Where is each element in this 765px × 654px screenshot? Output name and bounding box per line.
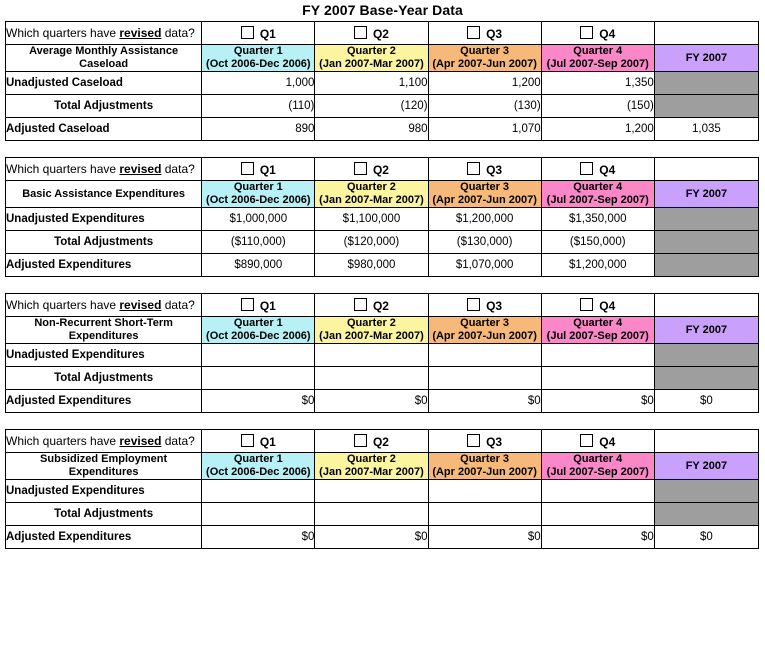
revised-question-row	[6, 430, 759, 453]
cell-q1[interactable]	[202, 367, 315, 390]
quarter-1-range: (Oct 2006-Dec 2006)	[206, 466, 311, 478]
table-row	[6, 367, 759, 390]
row-label: Unadjusted Expenditures	[6, 480, 202, 503]
question-prefix: Which quarters have	[6, 434, 120, 448]
checkbox-q4-cell[interactable]	[541, 158, 654, 181]
cell-q3[interactable]	[428, 367, 541, 390]
quarter-1-header	[202, 45, 315, 72]
block-header-row	[6, 45, 759, 72]
cell-q1[interactable]: $1,000,000	[202, 208, 315, 231]
revised-question-row	[6, 158, 759, 181]
checkbox-q4[interactable]	[580, 298, 593, 311]
cell-q2[interactable]: $0	[315, 390, 428, 413]
quarter-1-header	[202, 181, 315, 208]
question-emphasis: revised	[119, 434, 162, 448]
quarter-2-range: (Jan 2007-Mar 2007)	[319, 330, 424, 342]
spacer-cell	[654, 158, 758, 181]
quarter-1-range: (Oct 2006-Dec 2006)	[206, 58, 311, 70]
question-suffix: data?	[161, 162, 195, 176]
cell-q1[interactable]: $0	[202, 390, 315, 413]
row-label: Adjusted Expenditures	[6, 254, 202, 277]
revised-question-label	[6, 430, 202, 453]
cell-q1[interactable]	[202, 480, 315, 503]
checkbox-q2-label: Q2	[372, 162, 389, 177]
checkbox-q1-cell[interactable]	[202, 430, 315, 453]
quarter-2-header	[315, 45, 428, 72]
checkbox-q2-cell[interactable]	[315, 430, 428, 453]
question-prefix: Which quarters have	[6, 298, 120, 312]
cell-q3[interactable]: $0	[428, 390, 541, 413]
block-header-row	[6, 453, 759, 480]
cell-q4[interactable]	[541, 367, 654, 390]
cell-q3[interactable]: $1,070,000	[428, 254, 541, 277]
table-row	[6, 344, 759, 367]
fiscal-year-header: FY 2007	[654, 317, 758, 344]
cell-q2[interactable]: (120)	[315, 95, 428, 118]
checkbox-q1-cell[interactable]	[202, 294, 315, 317]
checkbox-q4-cell[interactable]	[541, 294, 654, 317]
cell-q1[interactable]: $0	[202, 526, 315, 549]
cell-q4[interactable]: 1,200	[541, 118, 654, 141]
quarter-2-header	[315, 317, 428, 344]
row-label: Unadjusted Expenditures	[6, 344, 202, 367]
quarter-1-header	[202, 317, 315, 344]
cell-fy	[654, 480, 758, 503]
quarter-4-name: Quarter 4	[573, 453, 623, 465]
quarter-1-header	[202, 453, 315, 480]
cell-fy	[654, 503, 758, 526]
quarter-3-range: (Apr 2007-Jun 2007)	[432, 330, 537, 342]
checkbox-q4-label: Q4	[599, 162, 616, 177]
question-emphasis: revised	[119, 162, 162, 176]
cell-q2[interactable]: 1,100	[315, 72, 428, 95]
cell-fy: 1,035	[654, 118, 758, 141]
cell-q3[interactable]	[428, 480, 541, 503]
checkbox-q4-label: Q4	[599, 434, 616, 449]
quarter-1-range: (Oct 2006-Dec 2006)	[206, 194, 311, 206]
cell-q1[interactable]: $890,000	[202, 254, 315, 277]
checkbox-q2-label: Q2	[372, 26, 389, 41]
cell-q2[interactable]: 980	[315, 118, 428, 141]
quarter-2-range: (Jan 2007-Mar 2007)	[319, 466, 424, 478]
table-row	[6, 208, 759, 231]
checkbox-q3[interactable]	[467, 26, 480, 39]
cell-q4[interactable]	[541, 503, 654, 526]
quarter-3-range: (Apr 2007-Jun 2007)	[432, 194, 537, 206]
cell-q1[interactable]: 890	[202, 118, 315, 141]
table-row	[6, 480, 759, 503]
checkbox-q1[interactable]	[241, 26, 254, 39]
quarter-3-name: Quarter 3	[460, 453, 510, 465]
table-row	[6, 390, 759, 413]
row-label: Total Adjustments	[6, 367, 202, 390]
quarter-4-name: Quarter 4	[573, 181, 623, 193]
checkbox-q3-cell[interactable]	[428, 430, 541, 453]
checkbox-q3[interactable]	[467, 162, 480, 175]
cell-fy	[654, 367, 758, 390]
checkbox-q2[interactable]	[354, 434, 367, 447]
quarter-3-header	[428, 453, 541, 480]
checkbox-q2-label: Q2	[372, 298, 389, 313]
cell-fy	[654, 95, 758, 118]
cell-q3[interactable]	[428, 503, 541, 526]
cell-q4[interactable]: 1,350	[541, 72, 654, 95]
checkbox-q2-cell[interactable]	[315, 294, 428, 317]
cell-q1[interactable]	[202, 344, 315, 367]
quarter-4-range: (Jul 2007-Sep 2007)	[546, 466, 649, 478]
checkbox-q3-label: Q3	[486, 298, 503, 313]
spacer-cell	[654, 430, 758, 453]
row-label: Adjusted Expenditures	[6, 526, 202, 549]
row-label: Unadjusted Caseload	[6, 72, 202, 95]
spacer-cell	[654, 22, 758, 45]
cell-fy: $0	[654, 526, 758, 549]
question-emphasis: revised	[119, 298, 162, 312]
checkbox-q2[interactable]	[354, 298, 367, 311]
quarter-1-name: Quarter 1	[233, 453, 283, 465]
checkbox-q3[interactable]	[467, 298, 480, 311]
spacer-cell	[654, 294, 758, 317]
cell-q1[interactable]: (110)	[202, 95, 315, 118]
checkbox-q2-label: Q2	[372, 434, 389, 449]
quarter-2-range: (Jan 2007-Mar 2007)	[319, 194, 424, 206]
cell-fy	[654, 254, 758, 277]
quarter-3-header	[428, 181, 541, 208]
question-prefix: Which quarters have	[6, 26, 120, 40]
checkbox-q3[interactable]	[467, 434, 480, 447]
cell-q2[interactable]	[315, 503, 428, 526]
cell-q3[interactable]: ($130,000)	[428, 231, 541, 254]
quarter-1-name: Quarter 1	[233, 45, 283, 57]
cell-q4[interactable]	[541, 344, 654, 367]
question-prefix: Which quarters have	[6, 162, 120, 176]
checkbox-q1-cell[interactable]	[202, 158, 315, 181]
row-label: Total Adjustments	[6, 95, 202, 118]
cell-q3[interactable]: 1,200	[428, 72, 541, 95]
checkbox-q2-cell[interactable]	[315, 158, 428, 181]
cell-q3[interactable]: (130)	[428, 95, 541, 118]
block-title: Subsidized Employment Expenditures	[6, 453, 202, 480]
revised-question-label	[6, 158, 202, 181]
checkbox-q3-cell[interactable]	[428, 294, 541, 317]
checkbox-q1-label: Q1	[259, 162, 276, 177]
block-title: Average Monthly Assistance Caseload	[6, 45, 202, 72]
checkbox-q1-label: Q1	[259, 298, 276, 313]
checkbox-q4-label: Q4	[599, 298, 616, 313]
checkbox-q3-cell[interactable]	[428, 22, 541, 45]
quarter-3-name: Quarter 3	[460, 317, 510, 329]
checkbox-q1[interactable]	[241, 162, 254, 175]
cell-q2[interactable]	[315, 344, 428, 367]
checkbox-q1[interactable]	[241, 298, 254, 311]
cell-q4[interactable]: $0	[541, 526, 654, 549]
revised-question-row	[6, 22, 759, 45]
cell-q2[interactable]: $0	[315, 526, 428, 549]
cell-q4[interactable]: $1,350,000	[541, 208, 654, 231]
cell-q2[interactable]: ($120,000)	[315, 231, 428, 254]
cell-q2[interactable]	[315, 480, 428, 503]
quarter-2-name: Quarter 2	[347, 45, 396, 57]
row-label: Total Adjustments	[6, 231, 202, 254]
quarter-2-name: Quarter 2	[347, 181, 396, 193]
table-row	[6, 95, 759, 118]
cell-q2[interactable]	[315, 367, 428, 390]
block-title: Non-Recurrent Short-Term Expenditures	[6, 317, 202, 344]
quarter-2-range: (Jan 2007-Mar 2007)	[319, 58, 424, 70]
cell-q2[interactable]: $1,100,000	[315, 208, 428, 231]
cell-fy	[654, 231, 758, 254]
row-label: Total Adjustments	[6, 503, 202, 526]
checkbox-q1-label: Q1	[259, 26, 276, 41]
block-header-row	[6, 317, 759, 344]
cell-q3[interactable]: $0	[428, 526, 541, 549]
quarter-3-header	[428, 45, 541, 72]
question-suffix: data?	[161, 434, 195, 448]
quarter-4-header	[541, 45, 654, 72]
fiscal-year-header: FY 2007	[654, 45, 758, 72]
cell-q1[interactable]: ($110,000)	[202, 231, 315, 254]
quarter-2-name: Quarter 2	[347, 317, 396, 329]
question-suffix: data?	[161, 26, 195, 40]
quarter-4-range: (Jul 2007-Sep 2007)	[546, 58, 649, 70]
cell-fy	[654, 72, 758, 95]
table-row	[6, 118, 759, 141]
checkbox-q1-cell[interactable]	[202, 22, 315, 45]
quarter-4-range: (Jul 2007-Sep 2007)	[546, 330, 649, 342]
quarter-1-name: Quarter 1	[233, 317, 283, 329]
checkbox-q4[interactable]	[580, 26, 593, 39]
quarter-3-header	[428, 317, 541, 344]
revised-question-label	[6, 294, 202, 317]
checkbox-q4[interactable]	[580, 434, 593, 447]
cell-q3[interactable]	[428, 344, 541, 367]
quarter-4-header	[541, 181, 654, 208]
quarter-3-name: Quarter 3	[460, 45, 510, 57]
checkbox-q3-label: Q3	[486, 26, 503, 41]
block-title: Basic Assistance Expenditures	[6, 181, 202, 208]
checkbox-q4-cell[interactable]	[541, 22, 654, 45]
checkbox-q1[interactable]	[241, 434, 254, 447]
block-subsidized-employment-expenditures	[5, 429, 759, 549]
row-label: Adjusted Expenditures	[6, 390, 202, 413]
question-emphasis: revised	[119, 26, 162, 40]
checkbox-q2[interactable]	[354, 162, 367, 175]
page-title: FY 2007 Base-Year Data	[302, 2, 463, 18]
quarter-3-range: (Apr 2007-Jun 2007)	[432, 466, 537, 478]
quarter-4-header	[541, 453, 654, 480]
quarter-4-range: (Jul 2007-Sep 2007)	[546, 194, 649, 206]
quarter-2-header	[315, 181, 428, 208]
row-label: Unadjusted Expenditures	[6, 208, 202, 231]
block-basic-assistance-expenditures	[5, 157, 759, 277]
quarter-4-name: Quarter 4	[573, 45, 623, 57]
quarter-2-header	[315, 453, 428, 480]
row-label: Adjusted Caseload	[6, 118, 202, 141]
question-suffix: data?	[161, 298, 195, 312]
quarter-1-range: (Oct 2006-Dec 2006)	[206, 330, 311, 342]
checkbox-q3-label: Q3	[486, 162, 503, 177]
table-row	[6, 231, 759, 254]
checkbox-q3-label: Q3	[486, 434, 503, 449]
checkbox-q2[interactable]	[354, 26, 367, 39]
fiscal-year-header: FY 2007	[654, 453, 758, 480]
cell-fy: $0	[654, 390, 758, 413]
quarter-4-header	[541, 317, 654, 344]
cell-q4[interactable]	[541, 480, 654, 503]
block-average-monthly-assistance-caseload	[5, 21, 759, 141]
cell-fy	[654, 344, 758, 367]
quarter-2-name: Quarter 2	[347, 453, 396, 465]
checkbox-q4-cell[interactable]	[541, 430, 654, 453]
checkbox-q4[interactable]	[580, 162, 593, 175]
checkbox-q2-cell[interactable]	[315, 22, 428, 45]
quarter-1-name: Quarter 1	[233, 181, 283, 193]
quarter-3-name: Quarter 3	[460, 181, 510, 193]
table-row	[6, 254, 759, 277]
cell-q4[interactable]: (150)	[541, 95, 654, 118]
revised-question-label	[6, 22, 202, 45]
cell-q4[interactable]: ($150,000)	[541, 231, 654, 254]
quarter-4-name: Quarter 4	[573, 317, 623, 329]
revised-question-row	[6, 294, 759, 317]
checkbox-q4-label: Q4	[599, 26, 616, 41]
cell-q4[interactable]: $0	[541, 390, 654, 413]
cell-q4[interactable]: $1,200,000	[541, 254, 654, 277]
cell-q1[interactable]: 1,000	[202, 72, 315, 95]
checkbox-q1-label: Q1	[259, 434, 276, 449]
cell-q3[interactable]: 1,070	[428, 118, 541, 141]
quarter-3-range: (Apr 2007-Jun 2007)	[432, 58, 537, 70]
cell-fy	[654, 208, 758, 231]
checkbox-q3-cell[interactable]	[428, 158, 541, 181]
cell-q1[interactable]	[202, 503, 315, 526]
fiscal-year-header: FY 2007	[654, 181, 758, 208]
cell-q2[interactable]: $980,000	[315, 254, 428, 277]
table-row	[6, 503, 759, 526]
block-header-row	[6, 181, 759, 208]
table-row	[6, 526, 759, 549]
table-row	[6, 72, 759, 95]
block-non-recurrent-short-term-expenditures	[5, 293, 759, 413]
cell-q3[interactable]: $1,200,000	[428, 208, 541, 231]
